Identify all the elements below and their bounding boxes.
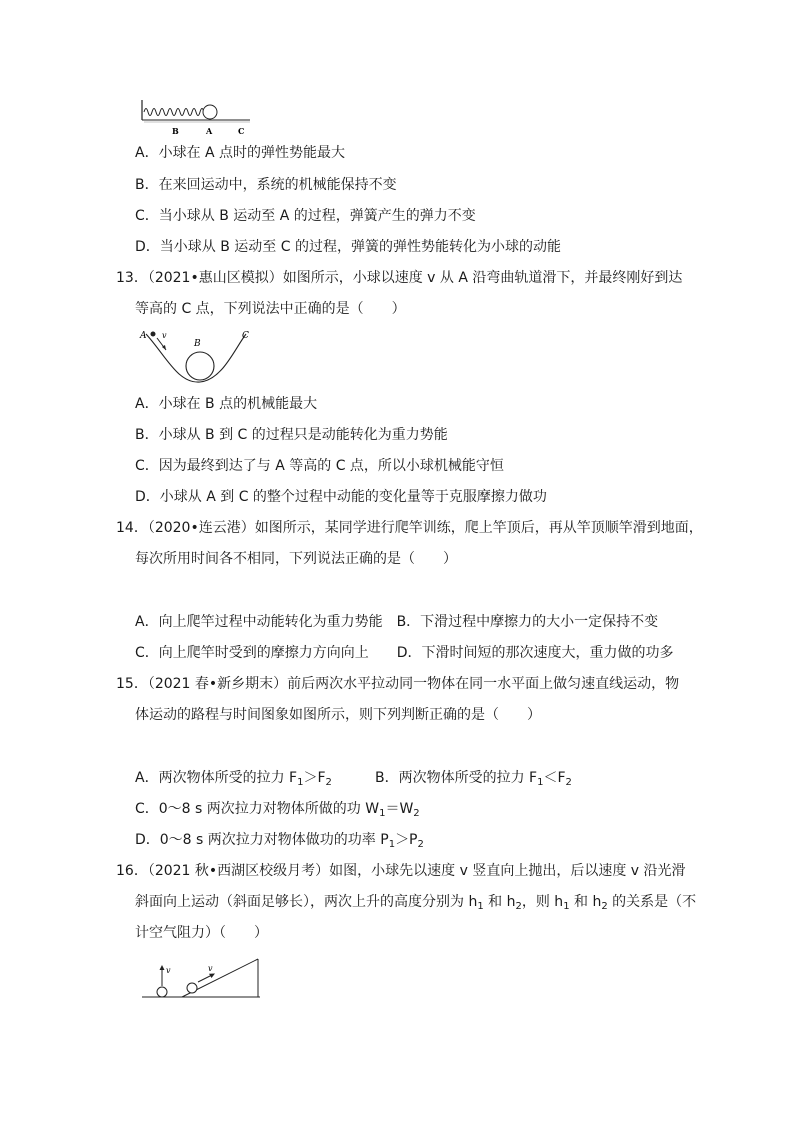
q16-stem-line2-d: 和 h bbox=[569, 894, 602, 910]
q15-option-b-rel: ＜F bbox=[543, 770, 566, 786]
q15-option-b-text: B．两次物体所受的拉力 F bbox=[375, 770, 538, 786]
q14-stem-line1: 14．（2020•连云港）如图所示，某同学进行爬竿训练，爬上竿顶后，再从竿顶顺竿滑到地面， bbox=[116, 520, 703, 536]
incline-label-v1: v bbox=[166, 966, 171, 975]
spring-figure bbox=[140, 98, 255, 138]
q13-option-a: A．小球在 B 点的机械能最大 bbox=[135, 396, 318, 412]
q16-stem-line2 bbox=[135, 892, 696, 917]
track-label-v: v bbox=[162, 331, 167, 340]
q15-option-c bbox=[135, 799, 420, 824]
q15-option-d-sub2: 2 bbox=[417, 839, 424, 850]
q15-option-b-sub2: 2 bbox=[565, 777, 572, 788]
q15-option-a-text: A．两次物体所受的拉力 F bbox=[135, 770, 298, 786]
q15-stem-line1: 15．（2021 春•新乡期末）前后两次水平拉动同一物体在同一水平面上做匀速直线运动，物 bbox=[116, 676, 680, 692]
q12-option-d: D．当小球从 B 运动至 C 的过程，弹簧的弹性势能转化为小球的动能 bbox=[135, 239, 561, 255]
q15-option-d bbox=[135, 830, 424, 855]
q16-stem-line1: 16．（2021 秋•西湖区校级月考）如图，小球先以速度 v 竖直向上抛出，后以速度 v 沿光滑 bbox=[116, 863, 686, 879]
q15-option-a bbox=[135, 768, 332, 793]
q15-option-a-sub1: 1 bbox=[297, 777, 304, 788]
q14-stem-line2: 每次所用时间各不相同，下列说法正确的是（ ） bbox=[135, 551, 457, 567]
q14-options-row2: C．向上爬竿时受到的摩擦力方向向上 D．下滑时间短的那次速度大，重力做的功多 bbox=[135, 645, 674, 661]
track-label-b: B bbox=[194, 339, 201, 349]
q15-option-d-text: D．0～8 s 两次拉力对物体做功的功率 P bbox=[135, 832, 389, 848]
curved-track-figure bbox=[138, 326, 258, 388]
track-label-a: A bbox=[140, 331, 147, 341]
q15-option-c-rel: ＝W bbox=[385, 801, 414, 817]
incline-figure bbox=[140, 955, 265, 1001]
q15-option-a-rel: ＞F bbox=[303, 770, 326, 786]
q15-option-d-rel: ＞P bbox=[395, 832, 418, 848]
q15-option-c-text: C．0～8 s 两次拉力对物体所做的功 W bbox=[135, 801, 380, 817]
q16-stem-line2-c: ，则 h bbox=[521, 894, 564, 910]
q15-stem-line2: 体运动的路程与时间图象如图所示，则下列判断正确的是（ ） bbox=[135, 707, 541, 723]
q15-option-c-sub2: 2 bbox=[413, 808, 420, 819]
q12-option-b: B．在来回运动中，系统的机械能保持不变 bbox=[135, 177, 397, 193]
q16-h1-sub-2: 1 bbox=[563, 901, 570, 912]
q16-stem-line3: 计空气阻力）（ ） bbox=[135, 925, 268, 941]
q15-option-a-sub2: 2 bbox=[325, 777, 332, 788]
q12-option-a: A．小球在 A 点时的弹性势能最大 bbox=[135, 145, 346, 161]
q13-option-b: B．小球从 B 到 C 的过程只是动能转化为重力势能 bbox=[135, 427, 448, 443]
q16-stem-line2-b: 和 h bbox=[483, 894, 516, 910]
q15-option-d-sub1: 1 bbox=[388, 839, 396, 850]
q16-h2-sub: 2 bbox=[515, 901, 522, 912]
q14-options-row1: A．向上爬竿过程中动能转化为重力势能 B．下滑过程中摩擦力的大小一定保持不变 bbox=[135, 614, 659, 630]
q16-stem-line2-e: 的关系是（不 bbox=[607, 894, 697, 910]
q13-stem-line1: 13．（2021•惠山区模拟）如图所示，小球以速度 v 从 A 沿弯曲轨道滑下，并最终刚好到达 bbox=[116, 270, 683, 286]
q15-option-b bbox=[375, 768, 572, 793]
q13-stem-line2: 等高的 C 点，下列说法中正确的是（ ） bbox=[135, 301, 406, 317]
q16-h2-sub-2: 2 bbox=[601, 901, 608, 912]
q13-option-c: C．因为最终到达了与 A 等高的 C 点，所以小球机械能守恒 bbox=[135, 458, 504, 474]
q15-option-b-sub1: 1 bbox=[537, 777, 544, 788]
spring-label-c: C bbox=[238, 126, 245, 136]
track-label-c: C bbox=[242, 331, 249, 341]
incline-label-v2: v bbox=[208, 964, 213, 973]
q13-option-d: D．小球从 A 到 C 的整个过程中动能的变化量等于克服摩擦力做功 bbox=[135, 489, 547, 505]
spring-label-b: B bbox=[172, 126, 179, 136]
q16-h1-sub: 1 bbox=[477, 901, 484, 912]
q12-option-c: C．当小球从 B 运动至 A 的过程，弹簧产生的弹力不变 bbox=[135, 208, 476, 224]
q15-option-c-sub1: 1 bbox=[379, 808, 386, 819]
q16-stem-line2-a: 斜面向上运动（斜面足够长），两次上升的高度分别为 h bbox=[135, 894, 478, 910]
spring-label-a: A bbox=[206, 126, 213, 136]
